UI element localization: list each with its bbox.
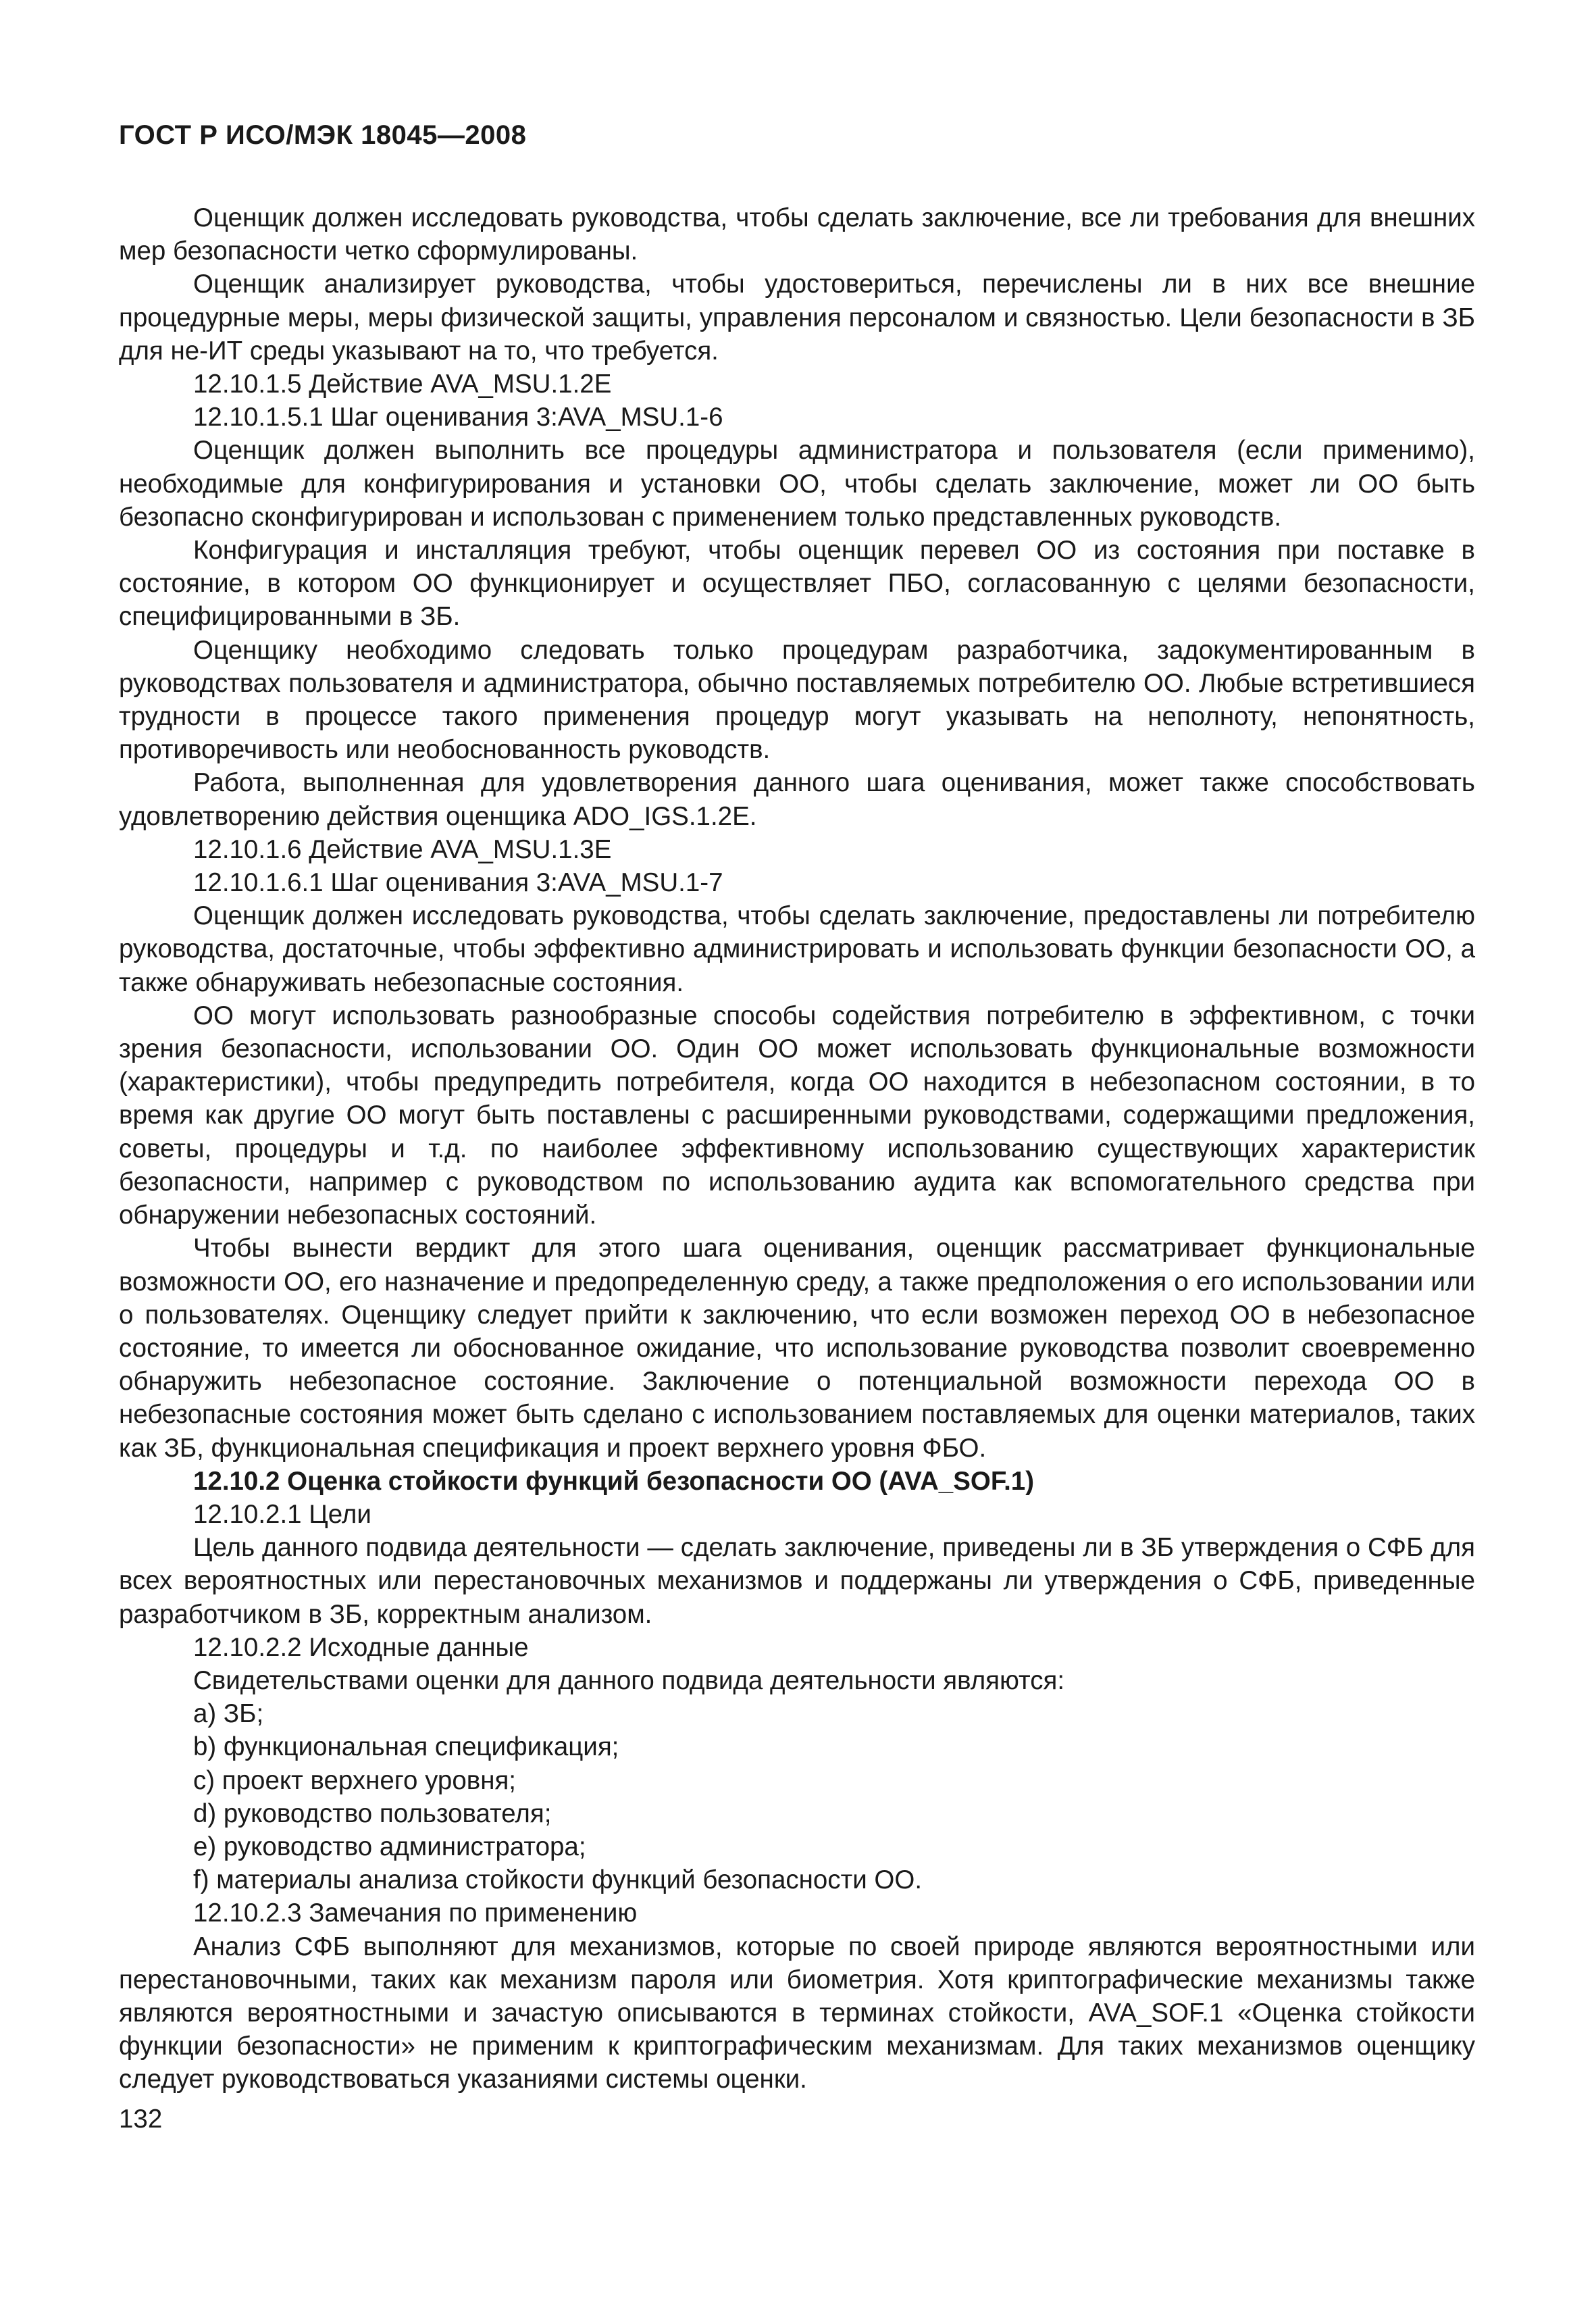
page-number: 132	[119, 2105, 163, 2134]
paragraph: Свидетельствами оценки для данного подвида деятельности являются:	[193, 1665, 1065, 1695]
list-item: b) функциональная спецификация;	[193, 1732, 619, 1762]
clause-heading: 12.10.2.1 Цели	[193, 1499, 371, 1529]
clause-heading: 12.10.1.5.1 Шаг оценивания 3:AVA_MSU.1-6	[193, 403, 723, 432]
standard-title: ГОСТ Р ИСО/МЭК 18045—2008	[119, 120, 527, 150]
clause-heading: 12.10.1.5 Действие AVA_MSU.1.2E	[193, 370, 612, 399]
paragraph: Анализ СФБ выполняют для механизмов, которые по своей природе являются вероятностными или перестановочными, таких как механизм пароля или биометрия. Хотя криптографические механизмы также являются вероятностными и зачастую описываются в терминах стойкости, AVA_SOF.1 «Оценка стойкости функции безопасности» не применим к криптографическим механизмам. Для таких механизмов оценщику следует руководствоваться указаниями системы оценки.	[119, 1932, 1475, 2094]
clause-heading: 12.10.1.6.1 Шаг оценивания 3:AVA_MSU.1-7	[193, 868, 723, 898]
clause-heading: 12.10.2.3 Замечания по применению	[193, 1898, 638, 1928]
clause-heading: 12.10.2.2 Исходные данные	[193, 1632, 529, 1662]
paragraph: Оценщик должен исследовать руководства, чтобы сделать заключение, все ли требования для внешних мер безопасности четко сформулированы.	[119, 203, 1475, 266]
paragraph: ОО могут использовать разнообразные способы содействия потребителю в эффективном, с точки зрения безопасности, использовании ОО. Один ОО может использовать функциональные возможности (характеристики), чтобы предупредить потребителя, когда ОО находится в небезопасном состоянии, в то время как другие ОО могут быть поставлены с расширенными руководствами, содержащими предложения, советы, процедуры и т.д. по наиболее эффективному использованию существующих характеристик безопасности, например с руководством по использованию аудита как вспомогательного средства при обнаружении небезопасных состояний.	[119, 1001, 1475, 1230]
paragraph: Оценщик анализирует руководства, чтобы удостовериться, перечислены ли в них все внешние процедурные меры, меры физической защиты, управления персоналом и связностью. Цели безопасности в ЗБ для не-ИТ среды указывают на то, что требуется.	[119, 270, 1475, 366]
list-item: d) руководство пользователя;	[193, 1799, 552, 1828]
paragraph: Оценщик должен выполнить все процедуры администратора и пользователя (если применимо), необходимые для конфигурирования и установки ОО, чтобы сделать заключение, может ли ОО быть безопасно сконфигурирован и использован с применением только представленных руководств.	[119, 436, 1475, 532]
paragraph: Оценщику необходимо следовать только процедурам разработчика, задокументированным в руководствах пользователя и администратора, обычно поставляемых потребителю ОО. Любые встретившиеся трудности в процессе такого применения процедур могут указывать на неполноту, непонятность, противоречивость или необоснованность руководств.	[119, 635, 1475, 765]
document-body	[119, 201, 1475, 2096]
paragraph: Конфигурация и инсталляция требуют, чтобы оценщик перевел ОО из состояния при поставке в состояние, в котором ОО функционирует и осуществляет ПБО, согласованную с целями безопасности, специфицированными в ЗБ.	[119, 536, 1475, 632]
paragraph: Оценщик должен исследовать руководства, чтобы сделать заключение, предоставлены ли потребителю руководства, достаточные, чтобы эффективно администрировать и использовать функции безопасности ОО, а также обнаруживать небезопасные состояния.	[119, 901, 1475, 997]
list-item: a) ЗБ;	[193, 1699, 264, 1729]
clause-heading: 12.10.1.6 Действие AVA_MSU.1.3E	[193, 834, 612, 864]
list-item: c) проект верхнего уровня;	[193, 1765, 516, 1795]
paragraph: Цель данного подвида деятельности — сделать заключение, приведены ли в ЗБ утверждения о СФБ для всех вероятностных или перестановочных механизмов и поддержаны ли утверждения о СФБ, приведенные разработчиком в ЗБ, корректным анализом.	[119, 1533, 1475, 1629]
list-item: f) материалы анализа стойкости функций безопасности ОО.	[193, 1865, 923, 1895]
list-item: e) руководство администратора;	[193, 1832, 586, 1861]
paragraph: Чтобы вынести вердикт для этого шага оценивания, оценщик рассматривает функциональные возможности ОО, его назначение и предопределенную среду, а также предположения о его использовании или о пользователях. Оценщику следует прийти к заключению, что если возможен переход ОО в небезопасное состояние, то имеется ли обоснованное ожидание, что использование руководства позволит своевременно обнаружить небезопасное состояние. Заключение о потенциальной возможности перехода ОО в небезопасные состояния может быть сделано с использованием поставляемых для оценки материалов, таких как ЗБ, функциональная спецификация и проект верхнего уровня ФБО.	[119, 1234, 1475, 1463]
section-heading: 12.10.2 Оценка стойкости функций безопасности ОО (AVA_SOF.1)	[193, 1466, 1035, 1496]
paragraph: Работа, выполненная для удовлетворения данного шага оценивания, может также способствовать удовлетворению действия оценщика ADO_IGS.1.2E.	[119, 768, 1475, 831]
